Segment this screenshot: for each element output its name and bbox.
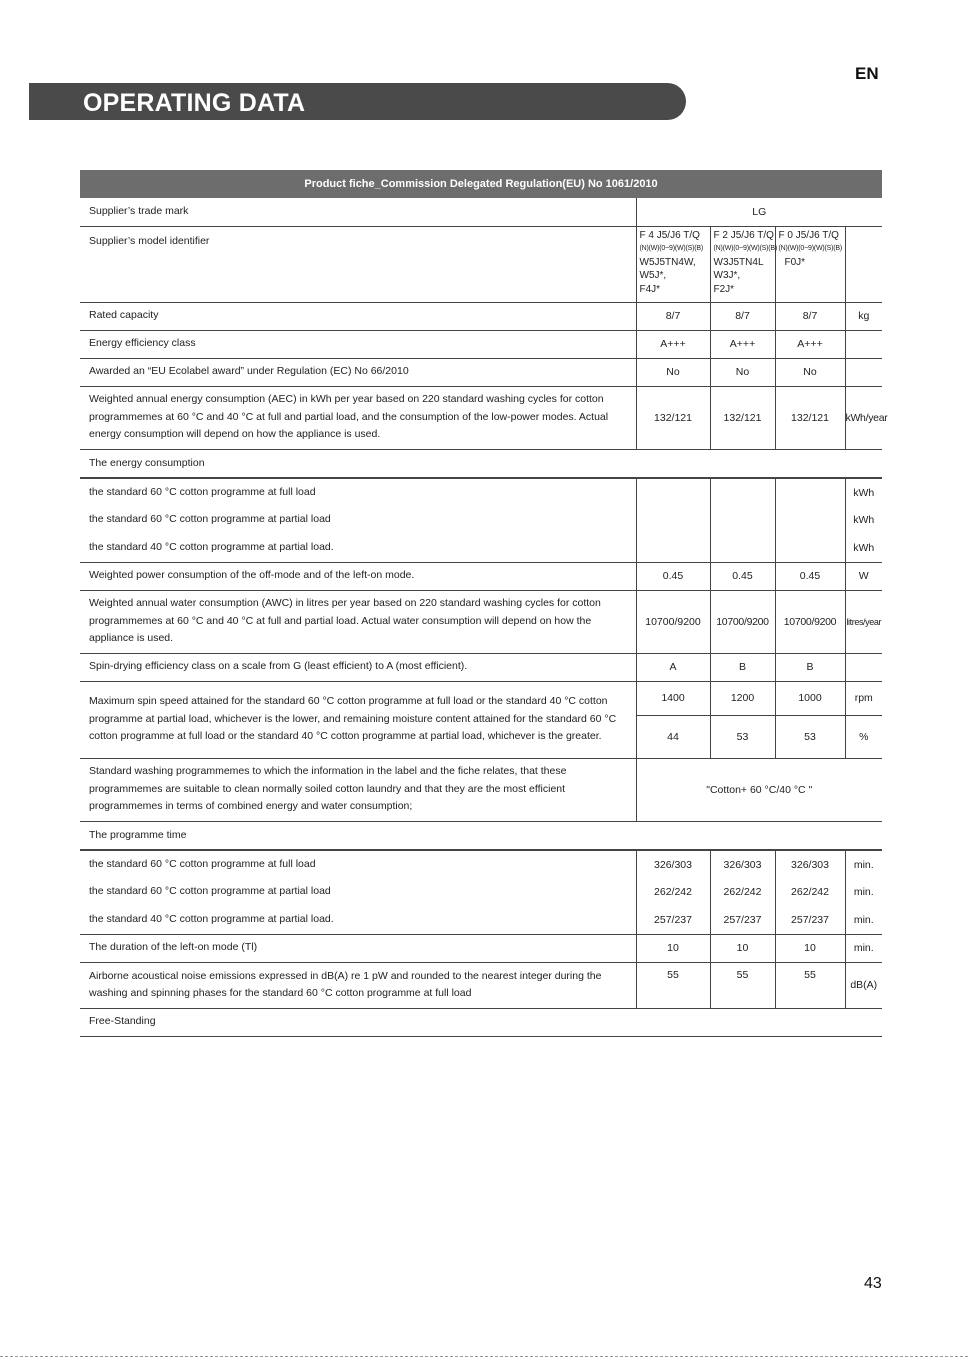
row-label: Weighted annual water consumption (AWC) in litres per year based on 220 standard washing cycles for cotton programmemes at 60 °C and 40 °C at full and partial load. Actual water consumption will depend on how the appliance is used.: [80, 590, 636, 653]
value-cell: 44: [636, 715, 710, 758]
table-row: [80, 198, 882, 226]
language-code: EN: [855, 64, 879, 83]
row-label: the standard 60 °C cotton programme at partial load: [89, 885, 331, 898]
value-cell: 326/303: [710, 850, 775, 878]
section-label: The energy consumption: [89, 456, 205, 469]
unit-cell: %: [845, 715, 882, 758]
trade-mark-value: LG: [636, 198, 882, 226]
page-title: OPERATING DATA: [83, 89, 306, 117]
model-identifier-2: F 2 J5/J6 T/Q (N)(W)(0~9)(W)(S)(B) W3J5TN4L W3J*, F2J*: [710, 226, 775, 302]
unit-cell: kWh: [845, 506, 882, 534]
row-label: the standard 60 °C cotton programme at full load: [80, 478, 636, 506]
value-cell: [636, 478, 710, 562]
unit-cell: min.: [845, 934, 882, 962]
value-cell: 53: [775, 715, 845, 758]
section-banner: [29, 83, 686, 120]
row-label: the standard 60 °C cotton programme at partial load: [89, 513, 331, 526]
value-cell: No: [636, 358, 710, 386]
row-label: Weighted power consumption of the off-mode and of the left-on mode.: [80, 562, 636, 590]
table-row: [80, 358, 882, 386]
unit-cell: [845, 330, 882, 358]
model-identifier-3: F 0 J5/J6 T/Q (N)(W)(0~9)(W)(S)(B) F0J*: [775, 226, 845, 302]
table-row: [80, 1008, 882, 1036]
table-header: [80, 170, 882, 198]
value-cell: 262/242: [636, 878, 710, 906]
table-row: [80, 386, 882, 449]
row-label: Supplier’s trade mark: [80, 198, 636, 226]
value-cell: A+++: [710, 330, 775, 358]
section-row: [80, 821, 882, 850]
value-cell: 1000: [775, 681, 845, 715]
value-cell: 8/7: [636, 302, 710, 330]
value-cell: 55: [775, 962, 845, 1008]
page-number: 43: [864, 1275, 882, 1292]
unit-cell: kWh: [845, 478, 882, 506]
value-cell: 326/303: [775, 850, 845, 878]
section-row: [80, 449, 882, 478]
value-cell: A: [636, 653, 710, 681]
unit-cell: kg: [845, 302, 882, 330]
unit-cell: W: [845, 562, 882, 590]
value-cell: 8/7: [710, 302, 775, 330]
value-cell: B: [710, 653, 775, 681]
value-cell: 132/121: [710, 386, 775, 449]
table-row: [80, 562, 882, 590]
value-cell: B: [775, 653, 845, 681]
table-row: [80, 330, 882, 358]
unit-cell: rpm: [845, 681, 882, 715]
table-row: [80, 878, 882, 906]
table-row: [80, 478, 882, 506]
row-label: Spin-drying efficiency class on a scale from G (least efficient) to A (most efficient).: [80, 653, 636, 681]
value-cell: 55: [636, 962, 710, 1008]
table-row: [80, 758, 882, 821]
value-cell: 53: [710, 715, 775, 758]
unit-cell: min.: [845, 906, 882, 934]
unit-cell: kWh/year: [845, 386, 882, 449]
row-label: Rated capacity: [80, 302, 636, 330]
value-cell: No: [710, 358, 775, 386]
value-cell: 326/303: [636, 850, 710, 878]
value-cell: 1400: [636, 681, 710, 715]
value-cell: 8/7: [775, 302, 845, 330]
value-cell: 10: [636, 934, 710, 962]
row-label: the standard 60 °C cotton programme at full load: [80, 850, 636, 878]
unit-cell: dB(A): [845, 962, 882, 1008]
table-row: [80, 906, 882, 934]
unit-cell: [845, 226, 882, 302]
value-cell: 257/237: [636, 906, 710, 934]
table-row: [80, 226, 882, 302]
value-cell: 132/121: [636, 386, 710, 449]
row-label: Weighted annual energy consumption (AEC) in kWh per year based on 220 standard washing cycles for cotton programmemes at 60 °C and 40 °C at full and partial load, and the consumption of the low-power modes. Actual energy consumption will depend on how the appliance is used.: [80, 386, 636, 449]
value-cell: 10: [710, 934, 775, 962]
row-label: Energy efficiency class: [80, 330, 636, 358]
row-label: The duration of the left-on mode (Tl): [80, 934, 636, 962]
value-cell: 55: [710, 962, 775, 1008]
unit-cell: [845, 358, 882, 386]
unit-cell: [845, 653, 882, 681]
value-cell: [710, 478, 775, 562]
model-identifier-1: F 4 J5/J6 T/Q (N)(W)(0~9)(W)(S)(B) W5J5TN4W, W5J*, F4J*: [636, 226, 710, 302]
value-cell: 10700/9200: [636, 590, 710, 653]
value-cell: [775, 478, 845, 562]
value-cell: 262/242: [710, 878, 775, 906]
row-label: Maximum spin speed attained for the standard 60 °C cotton programme at full load or the standard 40 °C cotton programme at partial load, whichever is the lower, and remaining moisture content attained for the standard 60 °C cotton programme at full load or the standard 40 °C cotton programme at partial load, whichever is the greater.: [80, 681, 636, 758]
table-row: [80, 653, 882, 681]
programme-value: "Cotton+ 60 °C/40 °C ": [636, 758, 882, 821]
table-row: [80, 962, 882, 1008]
unit-cell: min.: [845, 850, 882, 878]
value-cell: 0.45: [775, 562, 845, 590]
table-caption: Product fiche_Commission Delegated Regulation(EU) No 1061/2010: [80, 170, 882, 198]
value-cell: 132/121: [775, 386, 845, 449]
row-label: the standard 40 °C cotton programme at partial load.: [80, 534, 636, 562]
value-cell: 10: [775, 934, 845, 962]
unit-cell: litres/year: [845, 590, 882, 653]
value-cell: 257/237: [775, 906, 845, 934]
table-row: [80, 681, 882, 715]
row-label: Standard washing programmemes to which the information in the label and the fiche relates, that these programmemes are suitable to clean normally soiled cotton laundry and that they are the most efficient programmemes in terms of combined energy and water consumption;: [80, 758, 636, 821]
table-row: [80, 850, 882, 878]
unit-cell: kWh: [845, 534, 882, 562]
row-label: Free-Standing: [80, 1008, 882, 1036]
value-cell: 10700/9200: [710, 590, 775, 653]
value-cell: 262/242: [775, 878, 845, 906]
value-cell: A+++: [775, 330, 845, 358]
value-cell: 257/237: [710, 906, 775, 934]
value-cell: A+++: [636, 330, 710, 358]
table-row: [80, 302, 882, 330]
row-label: Supplier’s model identifier: [80, 226, 636, 302]
row-label: Awarded an “EU Ecolabel award” under Regulation (EC) No 66/2010: [80, 358, 636, 386]
row-label: Airborne acoustical noise emissions expressed in dB(A) re 1 pW and rounded to the nearest integer during the washing and spinning phases for the standard 60 °C cotton programme at full load: [80, 962, 636, 1008]
value-cell: 0.45: [636, 562, 710, 590]
value-cell: 1200: [710, 681, 775, 715]
page-divider: [0, 1356, 968, 1357]
product-fiche-table: [80, 170, 888, 1037]
value-cell: 10700/9200: [775, 590, 845, 653]
table-row: [80, 590, 882, 653]
table-row: [80, 934, 882, 962]
value-cell: 0.45: [710, 562, 775, 590]
section-label: The programme time: [89, 828, 187, 841]
row-label: the standard 40 °C cotton programme at partial load.: [80, 906, 636, 934]
value-cell: No: [775, 358, 845, 386]
unit-cell: min.: [845, 878, 882, 906]
